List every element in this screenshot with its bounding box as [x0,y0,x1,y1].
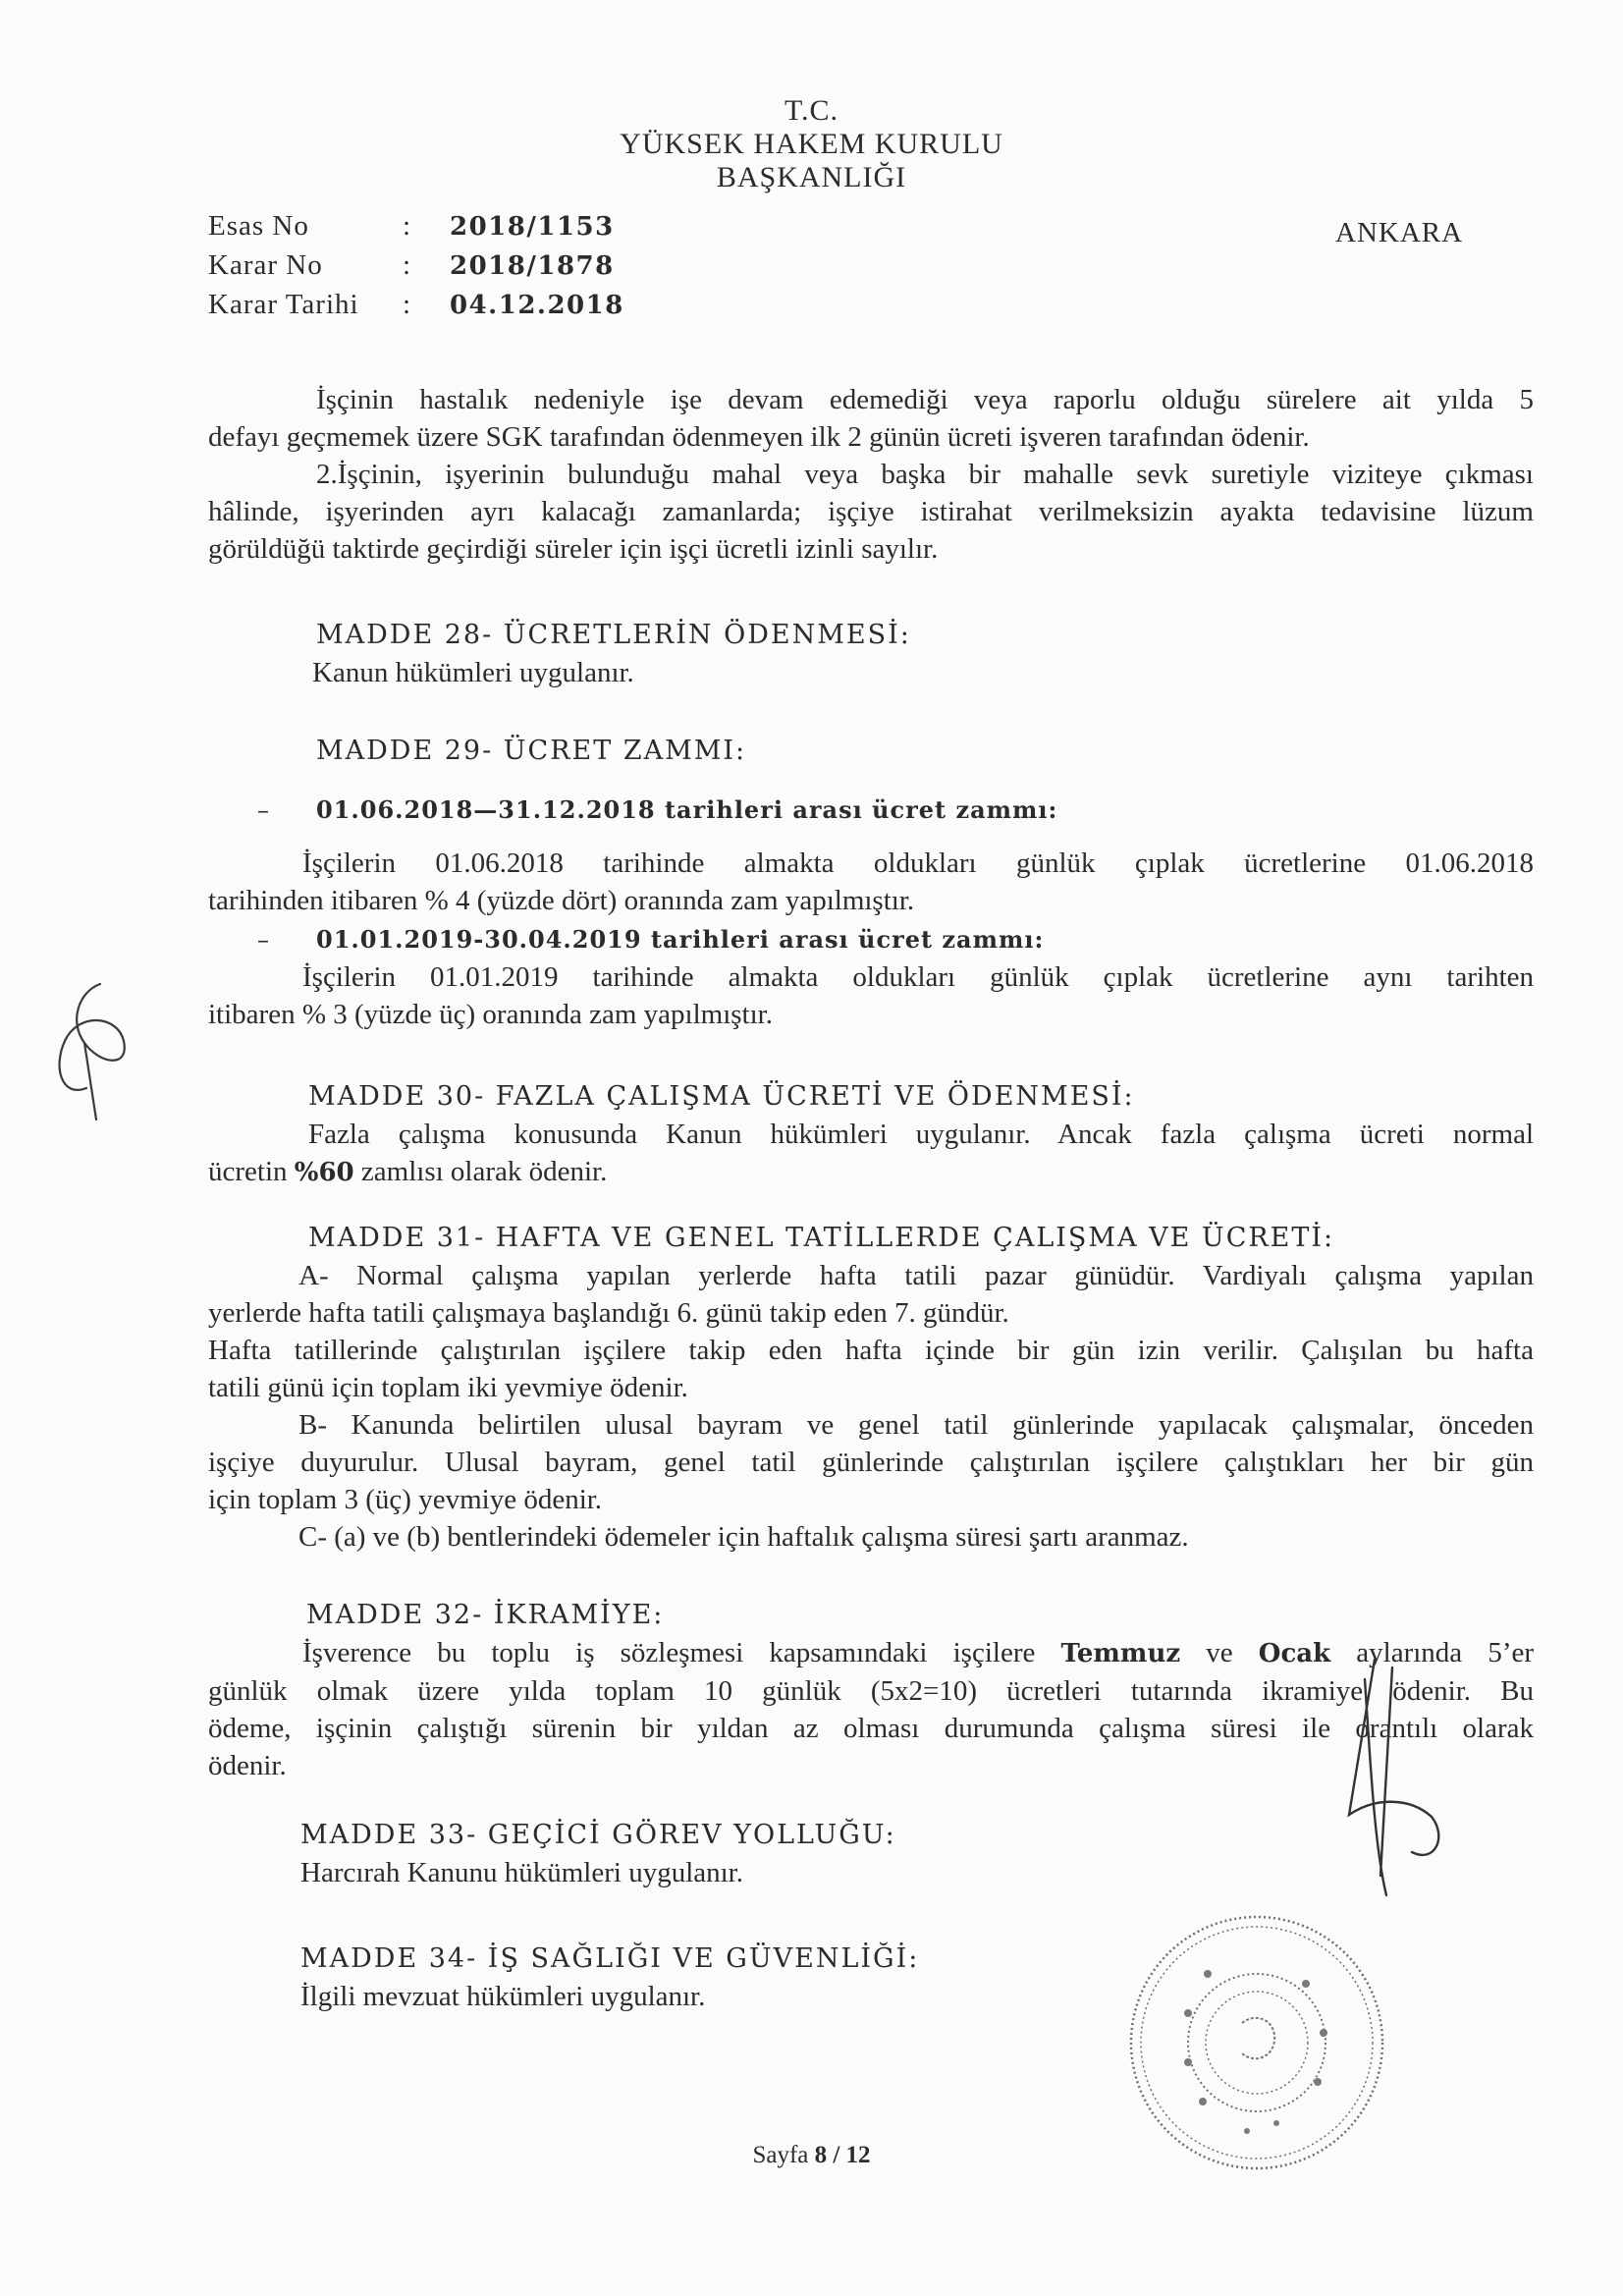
madde-33-heading: MADDE 33- GEÇİCİ GÖREV YOLLUĞU: [300,1820,896,1850]
madde-31-line: Hafta tatillerinde çalıştırılan işçilere takip eden hafta içinde bir gün izin verilir. Çalışılan bu hafta [208,1335,1534,1366]
esas-row [208,206,624,246]
zam-bullet-2-text [208,958,1534,1033]
official-seal-stamp [1109,1895,1404,2190]
madde-30-line: Fazla çalışma konusunda Kanun hükümleri uygulanır. Ancak fazla çalışma ücreti normal [308,1119,1534,1150]
madde-30-text-post: zamlısı olarak ödenir. [353,1156,608,1187]
madde-33-text: Harcırah Kanunu hükümleri uygulanır. [300,1857,743,1888]
karar-row [208,246,624,285]
title-line-baskanlik: BAŞKANLIĞI [716,161,907,193]
madde-33-text-block [300,1854,1184,1891]
page-label: Sayfa [752,2142,809,2168]
tarih-label: Karar Tarihi [208,289,359,320]
colon: : [403,210,412,242]
handwritten-signature [1316,1650,1473,1905]
bullet-dash: – [257,926,270,954]
madde-30-line [208,1153,1534,1191]
zam-bullet-2 [257,921,1044,958]
madde-32-heading: MADDE 32- İKRAMİYE: [306,1600,665,1630]
madde-32-line: günlük olmak üzere yılda toplam 10 günlük (5x2=10) ücretleri tutarında ikramiye ödenir. Bu [208,1675,1534,1707]
madde-32-line: ödeme, işçinin çalıştığı sürenin bir yıldan az olması durumunda çalışma süresi ile orantılı olarak [208,1713,1534,1744]
intro-line: İşçinin hastalık nedeniyle işe devam edemediği veya raporlu olduğu sürelere ait yılda 5 [316,384,1534,415]
zam-line: İşçilerin 01.01.2019 tarihinde almakta oldukları günlük çıplak ücretlerine aynı tarihten [302,961,1534,993]
madde-29-heading: MADDE 29- ÜCRET ZAMMI: [316,736,747,766]
madde-30-text-pre: ücretin [208,1156,295,1187]
colon: : [403,289,412,320]
madde-34-text: İlgili mevzuat hükümleri uygulanır. [300,1981,706,2012]
fazla-calisma-rate: %60 [294,1158,354,1187]
case-metadata [208,206,624,324]
tarih-row [208,285,624,324]
title-line-tc: T.C. [784,94,839,127]
madde-28-heading: MADDE 28- ÜCRETLERİN ÖDENMESİ: [316,620,911,650]
madde-34-heading: MADDE 34- İŞ SAĞLIĞI VE GÜVENLİĞİ: [300,1943,920,1974]
esas-value: 2018/1153 [450,212,615,242]
madde-31-line: için toplam 3 (üç) yevmiye ödenir. [208,1484,603,1515]
madde-31-line: A- Normal çalışma yapılan yerlerde hafta tatili pazar günüdür. Vardiyalı çalışma yapılan [298,1260,1534,1291]
madde-31-line: C- (a) ve (b) bentlerindeki ödemeler için haftalık çalışma süresi şartı aranmaz. [298,1521,1189,1553]
karar-value: 2018/1878 [450,251,615,281]
karar-label: Karar No [208,249,323,281]
madde-32-line: ödenir. [208,1750,287,1781]
colon: : [403,249,412,281]
city-label: ANKARA [1335,217,1464,248]
madde-28-text-block [312,654,1534,691]
document-title [0,94,1623,194]
zam-bullet-1 [257,792,1057,829]
zam-bullet-1-title: 01.06.2018—31.12.2018 tarihleri arası ücret zammı: [316,795,1058,824]
esas-label: Esas No [208,210,309,242]
page-number-value: 8 / 12 [814,2142,871,2168]
title-line-kurul: YÜKSEK HAKEM KURULU [620,128,1003,160]
zam-line: itibaren % 3 (yüzde üç) oranında zam yapılmıştır. [208,999,773,1030]
zam-bullet-2-title: 01.01.2019-30.04.2019 tarihleri arası ücret zammı: [316,925,1045,954]
madde-32-text-end: aylarında 5’er [1330,1637,1535,1668]
bullet-dash: – [257,796,270,824]
madde-30-text [208,1116,1534,1191]
madde-32-text-mid: ve [1180,1637,1259,1668]
intro-line: hâlinde, işyerinden ayrı kalacağı zamanlarda; işçiye istirahat verilmeksizin ayakta tedavisine lüzum [208,496,1534,527]
madde-28-text: Kanun hükümleri uygulanır. [312,657,634,688]
intro-line: defayı geçmemek üzere SGK tarafından ödenmeyen ilk 2 günün ücreti işveren tarafından ödenir. [208,421,1310,453]
madde-31-line: yerlerde hafta tatili çalışmaya başlandığı 6. günü takip eden 7. gündür. [208,1297,1009,1329]
madde-31-text [208,1257,1534,1556]
intro-line: görüldüğü taktirde geçirdiği süreler için işçi ücretli izinli sayılır. [208,533,939,565]
handwritten-initial-mark [39,972,147,1129]
madde-30-heading: MADDE 30- FAZLA ÇALIŞMA ÜCRETİ VE ÖDENMESİ: [308,1081,1135,1112]
month-ocak: Ocak [1258,1639,1331,1668]
madde-31-line: tatili günü için toplam iki yevmiye ödenir. [208,1372,688,1403]
madde-32-text-pre: İşverence bu toplu iş sözleşmesi kapsamındaki işçilere [302,1637,1061,1668]
tarih-value: 04.12.2018 [450,291,624,320]
zam-bullet-1-text [208,845,1534,919]
madde-31-line: işçiye duyurulur. Ulusal bayram, genel tatil günlerinde çalıştırılan işçilere çalıştıkları her bir gün [208,1447,1534,1478]
zam-line: tarihinden itibaren % 4 (yüzde dört) oranında zam yapılmıştır. [208,885,915,916]
madde-31-line: B- Kanunda belirtilen ulusal bayram ve genel tatil günlerinde yapılacak çalışmalar, önceden [298,1409,1534,1441]
intro-line: 2.İşçinin, işyerinin bulunduğu mahal veya başka bir mahalle sevk suretiyle viziteye çıkması [316,459,1534,490]
month-temmuz: Temmuz [1060,1639,1181,1668]
madde-31-heading: MADDE 31- HAFTA VE GENEL TATİLLERDE ÇALIŞMA VE ÜCRETİ: [308,1223,1335,1253]
zam-line: İşçilerin 01.06.2018 tarihinde almakta oldukları günlük çıplak ücretlerine 01.06.2018 [302,847,1534,879]
madde-34-text-block [300,1978,1184,2015]
intro-paragraph [208,381,1534,568]
